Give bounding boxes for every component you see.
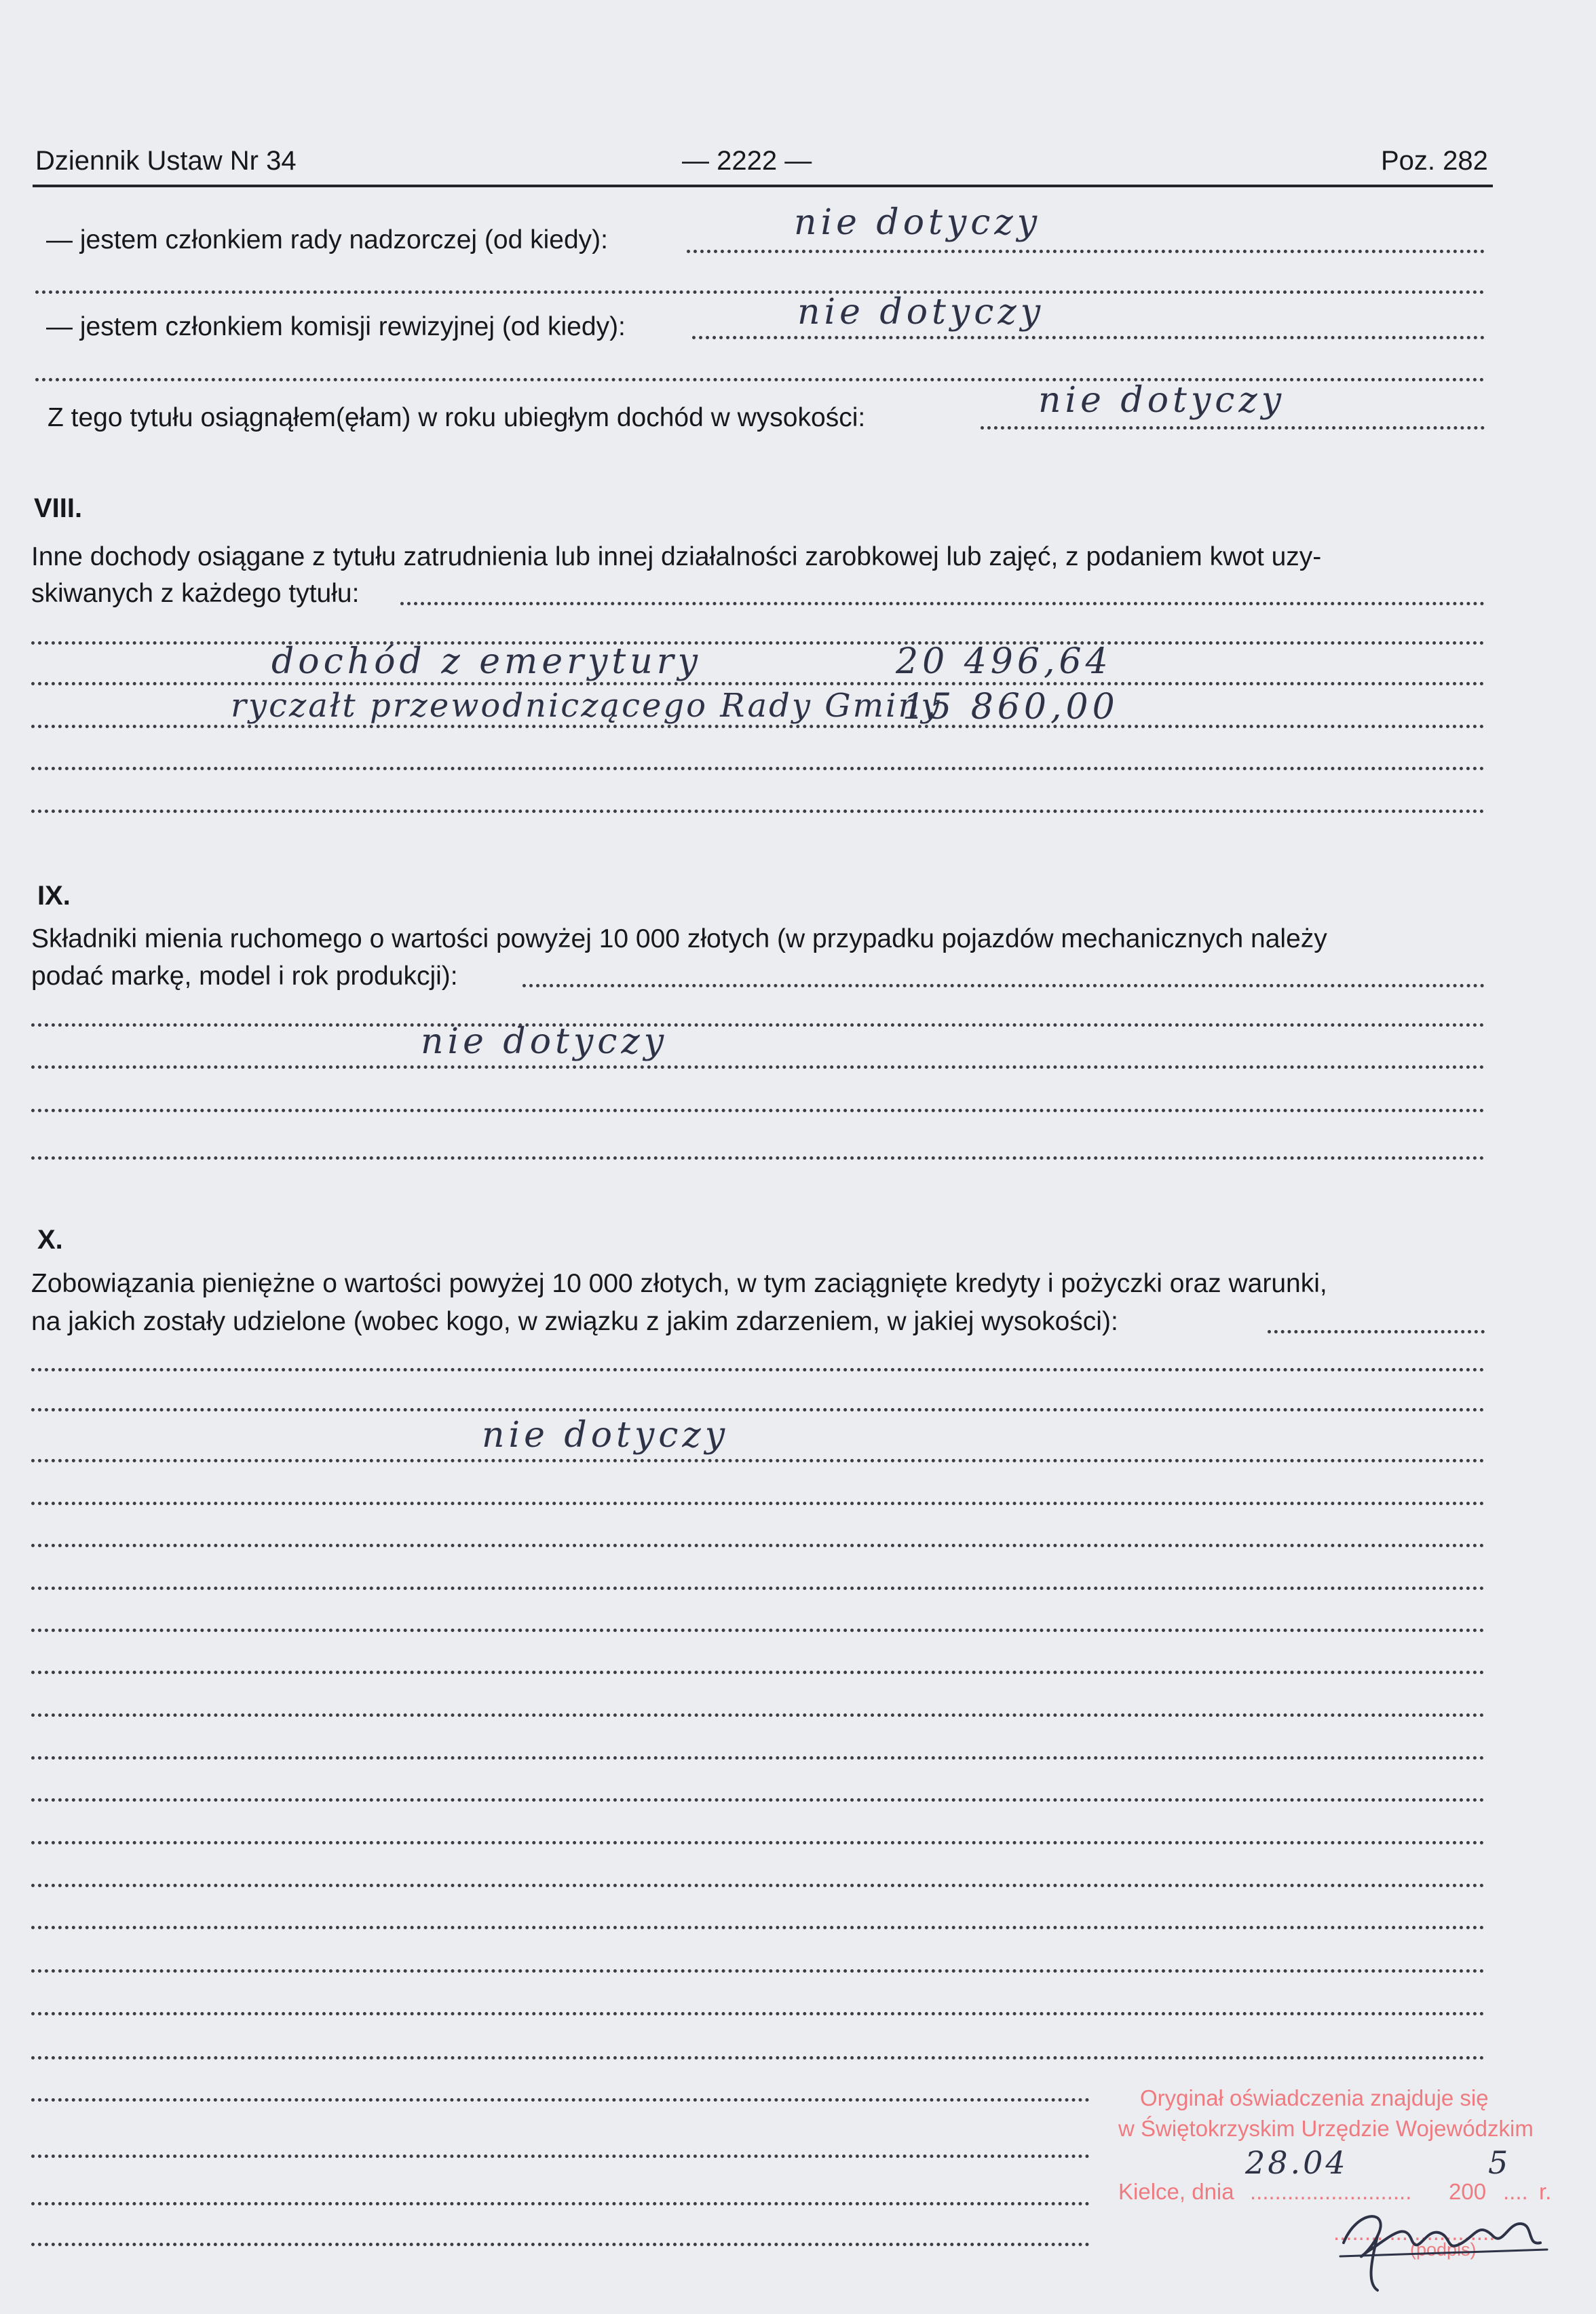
handwritten-signature bbox=[1330, 2182, 1561, 2297]
answer-line bbox=[31, 641, 1485, 645]
answer-line bbox=[522, 984, 1485, 987]
stamp-year-dots: .... bbox=[1503, 2179, 1528, 2204]
section-text: Składniki mienia ruchomego o wartości powyżej 10 000 złotych (w przypadku pojazdów mechanicznych należy bbox=[31, 924, 1327, 953]
answer-line bbox=[31, 1841, 1485, 1844]
answer-line bbox=[31, 810, 1485, 813]
section-text: Zobowiązania pieniężne o wartości powyżej 10 000 złotych, w tym zaciągnięte kredyty i pożyczki oraz warunki, bbox=[31, 1269, 1327, 1298]
question-audit-committee: — jestem członkiem komisji rewizyjnej (od kiedy): bbox=[46, 312, 626, 341]
answer-line bbox=[31, 682, 1485, 685]
answer-line bbox=[687, 250, 1485, 253]
answer-line bbox=[31, 1156, 1485, 1160]
section-text: Inne dochody osiągane z tytułu zatrudnienia lub innej działalności zarobkowej lub zajęć, z podaniem kwot uzy- bbox=[31, 542, 1322, 571]
handwritten-income-amount: 20 496,64 bbox=[896, 641, 1112, 682]
handwritten-answer: nie dotyczy bbox=[794, 202, 1042, 243]
section-number: VIII. bbox=[34, 493, 83, 523]
answer-line bbox=[31, 1671, 1485, 1674]
answer-line bbox=[31, 1023, 1485, 1027]
handwritten-income-amount: 15 860,00 bbox=[902, 687, 1119, 727]
stamp-date-dots: .......................... bbox=[1250, 2179, 1412, 2204]
header-rule bbox=[33, 185, 1493, 187]
answer-line bbox=[692, 336, 1485, 339]
handwritten-answer: nie dotyczy bbox=[421, 1021, 668, 1062]
stamp-place-label: Kielce, dnia bbox=[1118, 2179, 1234, 2204]
signature-dots: .......................... bbox=[1333, 2220, 1496, 2245]
answer-line bbox=[31, 1713, 1485, 1717]
page-number: — 2222 — bbox=[682, 146, 812, 176]
signature-label: (podpis) bbox=[1410, 2239, 1477, 2260]
section-text: podać markę, model i rok produkcji): bbox=[31, 962, 458, 991]
stamp-line-2: w Świętokrzyskim Urzędzie Wojewódzkim bbox=[1118, 2116, 1534, 2141]
handwritten-year: 5 bbox=[1488, 2144, 1513, 2181]
answer-line bbox=[31, 1798, 1485, 1802]
answer-line bbox=[31, 1065, 1485, 1069]
answer-line bbox=[31, 1629, 1485, 1632]
handwritten-income-label: ryczałt przewodniczącego Rady Gminy bbox=[231, 687, 942, 725]
question-supervisory-board: — jestem członkiem rady nadzorczej (od kiedy): bbox=[46, 225, 608, 254]
handwritten-date: 28.04 bbox=[1245, 2144, 1348, 2181]
answer-line bbox=[31, 1109, 1485, 1112]
answer-line bbox=[31, 1756, 1485, 1760]
stamp-line-1: Oryginał oświadczenia znajduje się bbox=[1140, 2085, 1489, 2110]
question-income-from-title: Z tego tytułu osiągnąłem(ęłam) w roku ubiegłym dochód w wysokości: bbox=[48, 403, 866, 432]
answer-line bbox=[31, 1969, 1485, 1973]
answer-line bbox=[31, 725, 1485, 728]
stamp-year-suffix: r. bbox=[1539, 2179, 1552, 2204]
answer-line bbox=[31, 2098, 1090, 2102]
answer-line bbox=[31, 1408, 1485, 1411]
answer-line bbox=[31, 2012, 1485, 2015]
answer-line bbox=[35, 290, 1485, 294]
answer-line bbox=[31, 1544, 1485, 1547]
answer-line bbox=[31, 2243, 1090, 2246]
answer-line bbox=[981, 426, 1485, 430]
section-number: IX. bbox=[37, 881, 71, 911]
answer-line bbox=[31, 1587, 1485, 1590]
answer-line bbox=[31, 1368, 1485, 1371]
answer-line bbox=[400, 602, 1485, 605]
answer-line bbox=[31, 1502, 1485, 1505]
answer-line bbox=[1268, 1330, 1485, 1333]
position-number: Poz. 282 bbox=[1381, 146, 1488, 176]
handwritten-answer: nie dotyczy bbox=[482, 1415, 729, 1456]
section-text: na jakich zostały udzielone (wobec kogo, w związku z jakim zdarzeniem, w jakiej wysokości): bbox=[31, 1307, 1118, 1336]
handwritten-answer: nie dotyczy bbox=[797, 292, 1045, 333]
answer-line bbox=[31, 2202, 1090, 2205]
handwritten-answer: nie dotyczy bbox=[1038, 380, 1286, 421]
answer-line bbox=[31, 1884, 1485, 1887]
journal-title: Dziennik Ustaw Nr 34 bbox=[35, 146, 297, 176]
answer-line bbox=[31, 1926, 1485, 1929]
answer-line bbox=[31, 1459, 1485, 1462]
section-text: skiwanych z każdego tytułu: bbox=[31, 579, 360, 608]
section-number: X. bbox=[37, 1225, 63, 1255]
stamp-year-prefix: 200 bbox=[1449, 2179, 1487, 2204]
answer-line bbox=[31, 767, 1485, 770]
handwritten-income-label: dochód z emerytury bbox=[271, 641, 702, 682]
answer-line bbox=[31, 2155, 1090, 2158]
answer-line bbox=[31, 2056, 1485, 2060]
